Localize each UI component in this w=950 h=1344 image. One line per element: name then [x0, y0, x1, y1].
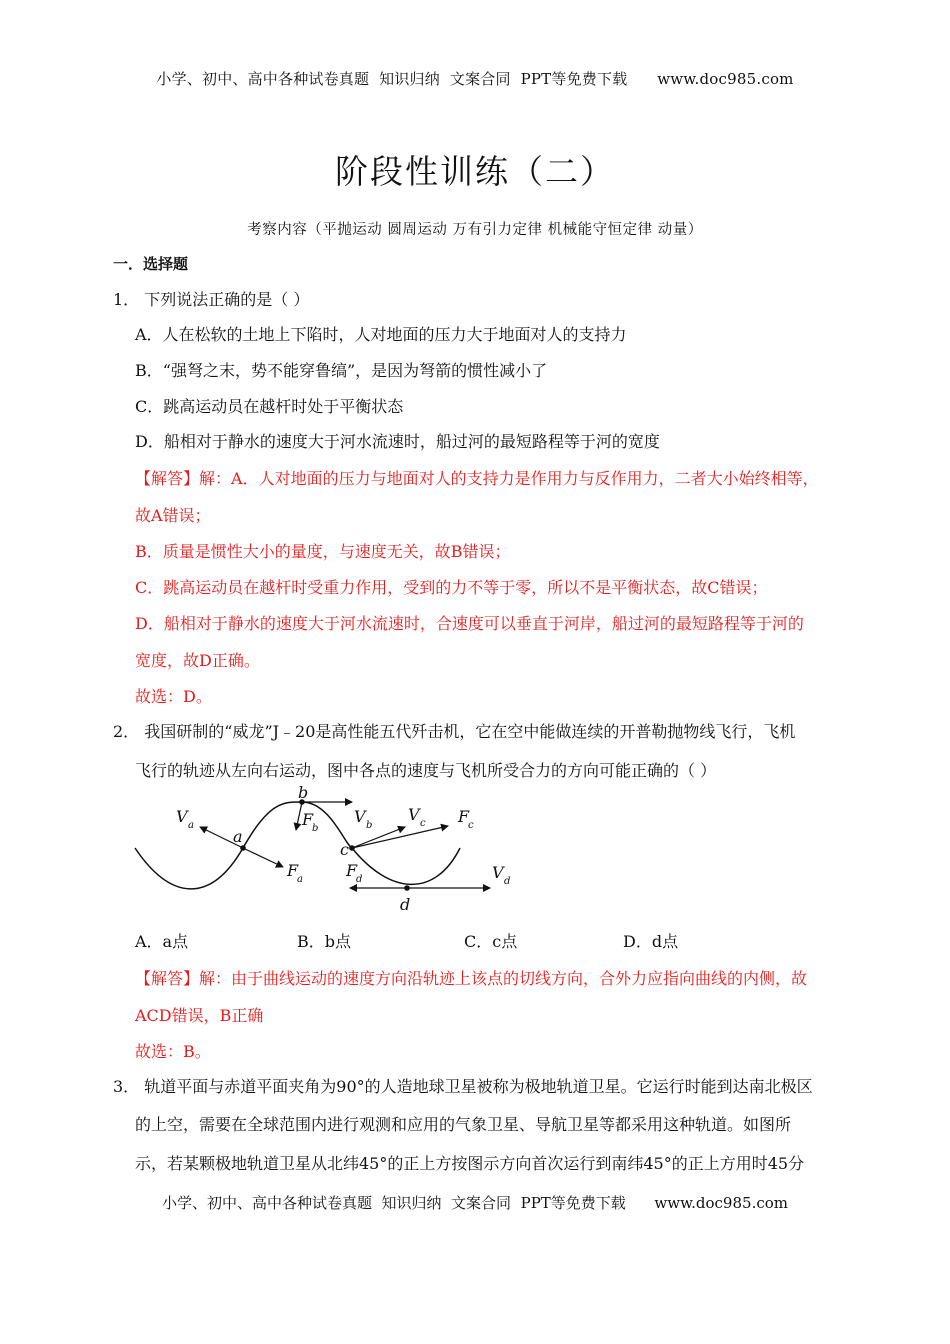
q1-choice: 故选：D。 [135, 687, 212, 706]
label-va: V [176, 807, 188, 826]
page-footer: 小学、初中、高中各种试卷真题 知识归纳 文案合同 PPT等免费下载 www.doc985.com [161, 1194, 788, 1212]
label-b: b [298, 783, 309, 802]
label-vb: V [354, 807, 366, 826]
label-fa-sub: a [297, 874, 303, 885]
q1-answer-line-6: 宽度，故D正确。 [135, 651, 260, 670]
q2-trajectory-figure [130, 780, 530, 920]
q1-answer-line-2: 故A错误； [135, 506, 211, 525]
q2-option-a: A．a点 [135, 932, 189, 951]
q2-stem-line-1: 2． 我国研制的“威龙”J﹣20是高性能五代歼击机，它在空中能做连续的开普勒抛物线飞行，飞机 [113, 722, 796, 741]
q1-answer-line-3: B．质量是惯性大小的量度，与速度无关，故B错误； [135, 542, 511, 561]
label-d: d [400, 895, 411, 914]
q2-option-b: B．b点 [297, 932, 352, 951]
label-fa: F [287, 861, 299, 880]
q2-answer-tag: 【解答】 [135, 969, 200, 988]
q2-option-d: D．d点 [623, 932, 679, 951]
label-vc: V [408, 805, 420, 824]
section-heading: 一．选择题 [113, 255, 189, 273]
q2-answer-text-1: 解：由于曲线运动的速度方向沿轨迹上该点的切线方向，合外力应指向曲线的内侧，故 [199, 969, 808, 988]
q1-stem: 1． 下列说法正确的是（ ） [113, 290, 310, 309]
q1-option-a: A．人在松软的土地上下陷时，人对地面的压力大于地面对人的支持力 [135, 325, 627, 344]
q2-answer-line-1 [135, 966, 807, 989]
label-vd-sub: d [504, 876, 511, 887]
label-fc-sub: c [468, 820, 474, 831]
label-fc: F [458, 807, 470, 826]
label-fd-sub: d [356, 874, 363, 885]
label-vd: V [492, 863, 504, 882]
label-vb-sub: b [366, 820, 373, 831]
q2-stem-line-2: 飞行的轨迹从左向右运动，图中各点的速度与飞机所受合力的方向可能正确的（ ） [135, 761, 717, 780]
q3-line-3: 示，若某颗极地轨道卫星从北纬45°的正上方按图示方向首次运行到南纬45°的正上方用时45分 [135, 1154, 805, 1173]
q3-line-1: 3． 轨道平面与赤道平面夹角为90°的人造地球卫星被称为极地轨道卫星。它运行时能到达南北极区 [113, 1077, 813, 1096]
q2-choice: 故选：B。 [135, 1042, 211, 1061]
q1-option-b: B．“强弩之末，势不能穿鲁缟”，是因为弩箭的惯性减小了 [135, 361, 548, 380]
label-va-sub: a [188, 820, 194, 831]
label-fb-sub: b [312, 823, 319, 834]
label-c: c [340, 840, 349, 859]
arrow-fa [243, 848, 283, 867]
q1-option-d: D．船相对于静水的速度大于河水流速时，船过河的最短路程等于河的宽度 [135, 432, 660, 451]
q1-answer-line-4: C．跳高运动员在越杆时受重力作用，受到的力不等于零，所以不是平衡状态，故C错误； [135, 578, 768, 597]
q1-answer-line-1 [135, 466, 819, 489]
q1-answer-tag: 【解答】 [135, 469, 200, 488]
q1-option-c: C．跳高运动员在越杆时处于平衡状态 [135, 397, 404, 416]
q3-line-2: 的上空，需要在全球范围内进行观测和应用的气象卫星、导航卫星等都采用这种轨道。如图所 [135, 1115, 792, 1134]
label-vc-sub: c [420, 818, 426, 829]
label-fd: F [346, 861, 358, 880]
page-title: 阶段性训练（二） [335, 152, 615, 191]
q2-answer-line-2: ACD错误，B正确 [135, 1006, 264, 1025]
q1-answer-line-5: D．船相对于静水的速度大于河水流速时，合速度可以垂直于河岸，船过河的最短路程等于河的 [135, 614, 804, 633]
label-a: a [233, 827, 243, 846]
q1-answer-text-1: 解：A．人对地面的压力与地面对人的支持力是作用力与反作用力，二者大小始终相等， [199, 469, 819, 488]
page-subtitle: 考察内容（平抛运动 圆周运动 万有引力定律 机械能守恒定律 动量） [247, 222, 703, 238]
q2-option-c: C．c点 [464, 932, 518, 951]
page-header: 小学、初中、高中各种试卷真题 知识归纳 文案合同 PPT等免费下载 www.doc985.com [156, 70, 794, 88]
label-fb: F [302, 810, 314, 829]
